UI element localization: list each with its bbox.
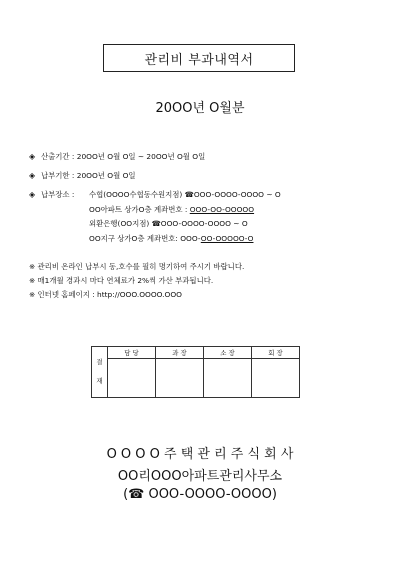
note-homepage: ※ 인터넷 홈페이지 : http://OOO.OOOO.OOO bbox=[29, 290, 182, 299]
diamond-bullet-icon: ◈ bbox=[29, 190, 36, 199]
payment-place-label: 납부장소 : bbox=[41, 190, 75, 199]
payment-line-2: OO아파트 상가O층 계좌번호 : OOO-OO-OOOOO bbox=[89, 205, 255, 214]
approval-header-chairman: 회 장 bbox=[252, 347, 300, 359]
office-phone: (☎ OOO-OOOO-OOOO) bbox=[123, 487, 277, 502]
payment-place-row bbox=[29, 190, 74, 200]
calc-period-text: 산출기간 : 20OO년 O월 O일 ~ 20OO년 O월 O일 bbox=[41, 152, 206, 161]
diamond-bullet-icon: ◈ bbox=[29, 152, 36, 161]
payment-line-4: OO지구 상가O층 계좌번호: OOO-OO-OOOOO-O bbox=[89, 234, 254, 243]
account-number: OO-OOOOO-O bbox=[200, 234, 254, 243]
signature-cell-manager[interactable] bbox=[156, 359, 204, 398]
office-name: OO리OOO아파트관리사무소 bbox=[117, 469, 283, 484]
account-number: OOO-OO-OOOOO bbox=[189, 205, 255, 214]
document-title-text: 관리비 부과내역서 bbox=[144, 52, 254, 68]
approval-side-label: 결 재 bbox=[92, 347, 108, 398]
approval-header-staff: 담 당 bbox=[108, 347, 156, 359]
due-date-text: 납부기한 : 20OO년 O월 O일 bbox=[41, 171, 136, 180]
company-name: O O O O 주 택 관 리 주 식 회 사 bbox=[106, 447, 294, 462]
signature-cell-chairman[interactable] bbox=[252, 359, 300, 398]
diamond-bullet-icon: ◈ bbox=[29, 171, 36, 180]
billing-period: 20OO년 O월분 bbox=[155, 101, 245, 116]
approval-table bbox=[91, 346, 300, 398]
document-title bbox=[103, 44, 295, 72]
payment-line-3: 외환은행(OO지점) ☎OOO-OOOO-OOOO ~ O bbox=[89, 219, 248, 228]
approval-header-manager: 과 장 bbox=[156, 347, 204, 359]
due-date-row bbox=[29, 171, 136, 181]
calc-period-row bbox=[29, 152, 205, 162]
approval-header-director: 소 장 bbox=[204, 347, 252, 359]
payment-line-1: 수협(OOOO수협동수원지점) ☎OOO-OOOO-OOOO ~ O bbox=[89, 190, 281, 199]
signature-cell-director[interactable] bbox=[204, 359, 252, 398]
note-online-payment: ※ 관리비 온라인 납부시 동,호수를 필히 명기하여 주시기 바랍니다. bbox=[29, 262, 245, 271]
signature-cell-staff[interactable] bbox=[108, 359, 156, 398]
note-late-fee: ※ 매1개월 경과시 마다 연체료가 2%씩 가산 부과됩니다. bbox=[29, 276, 214, 285]
